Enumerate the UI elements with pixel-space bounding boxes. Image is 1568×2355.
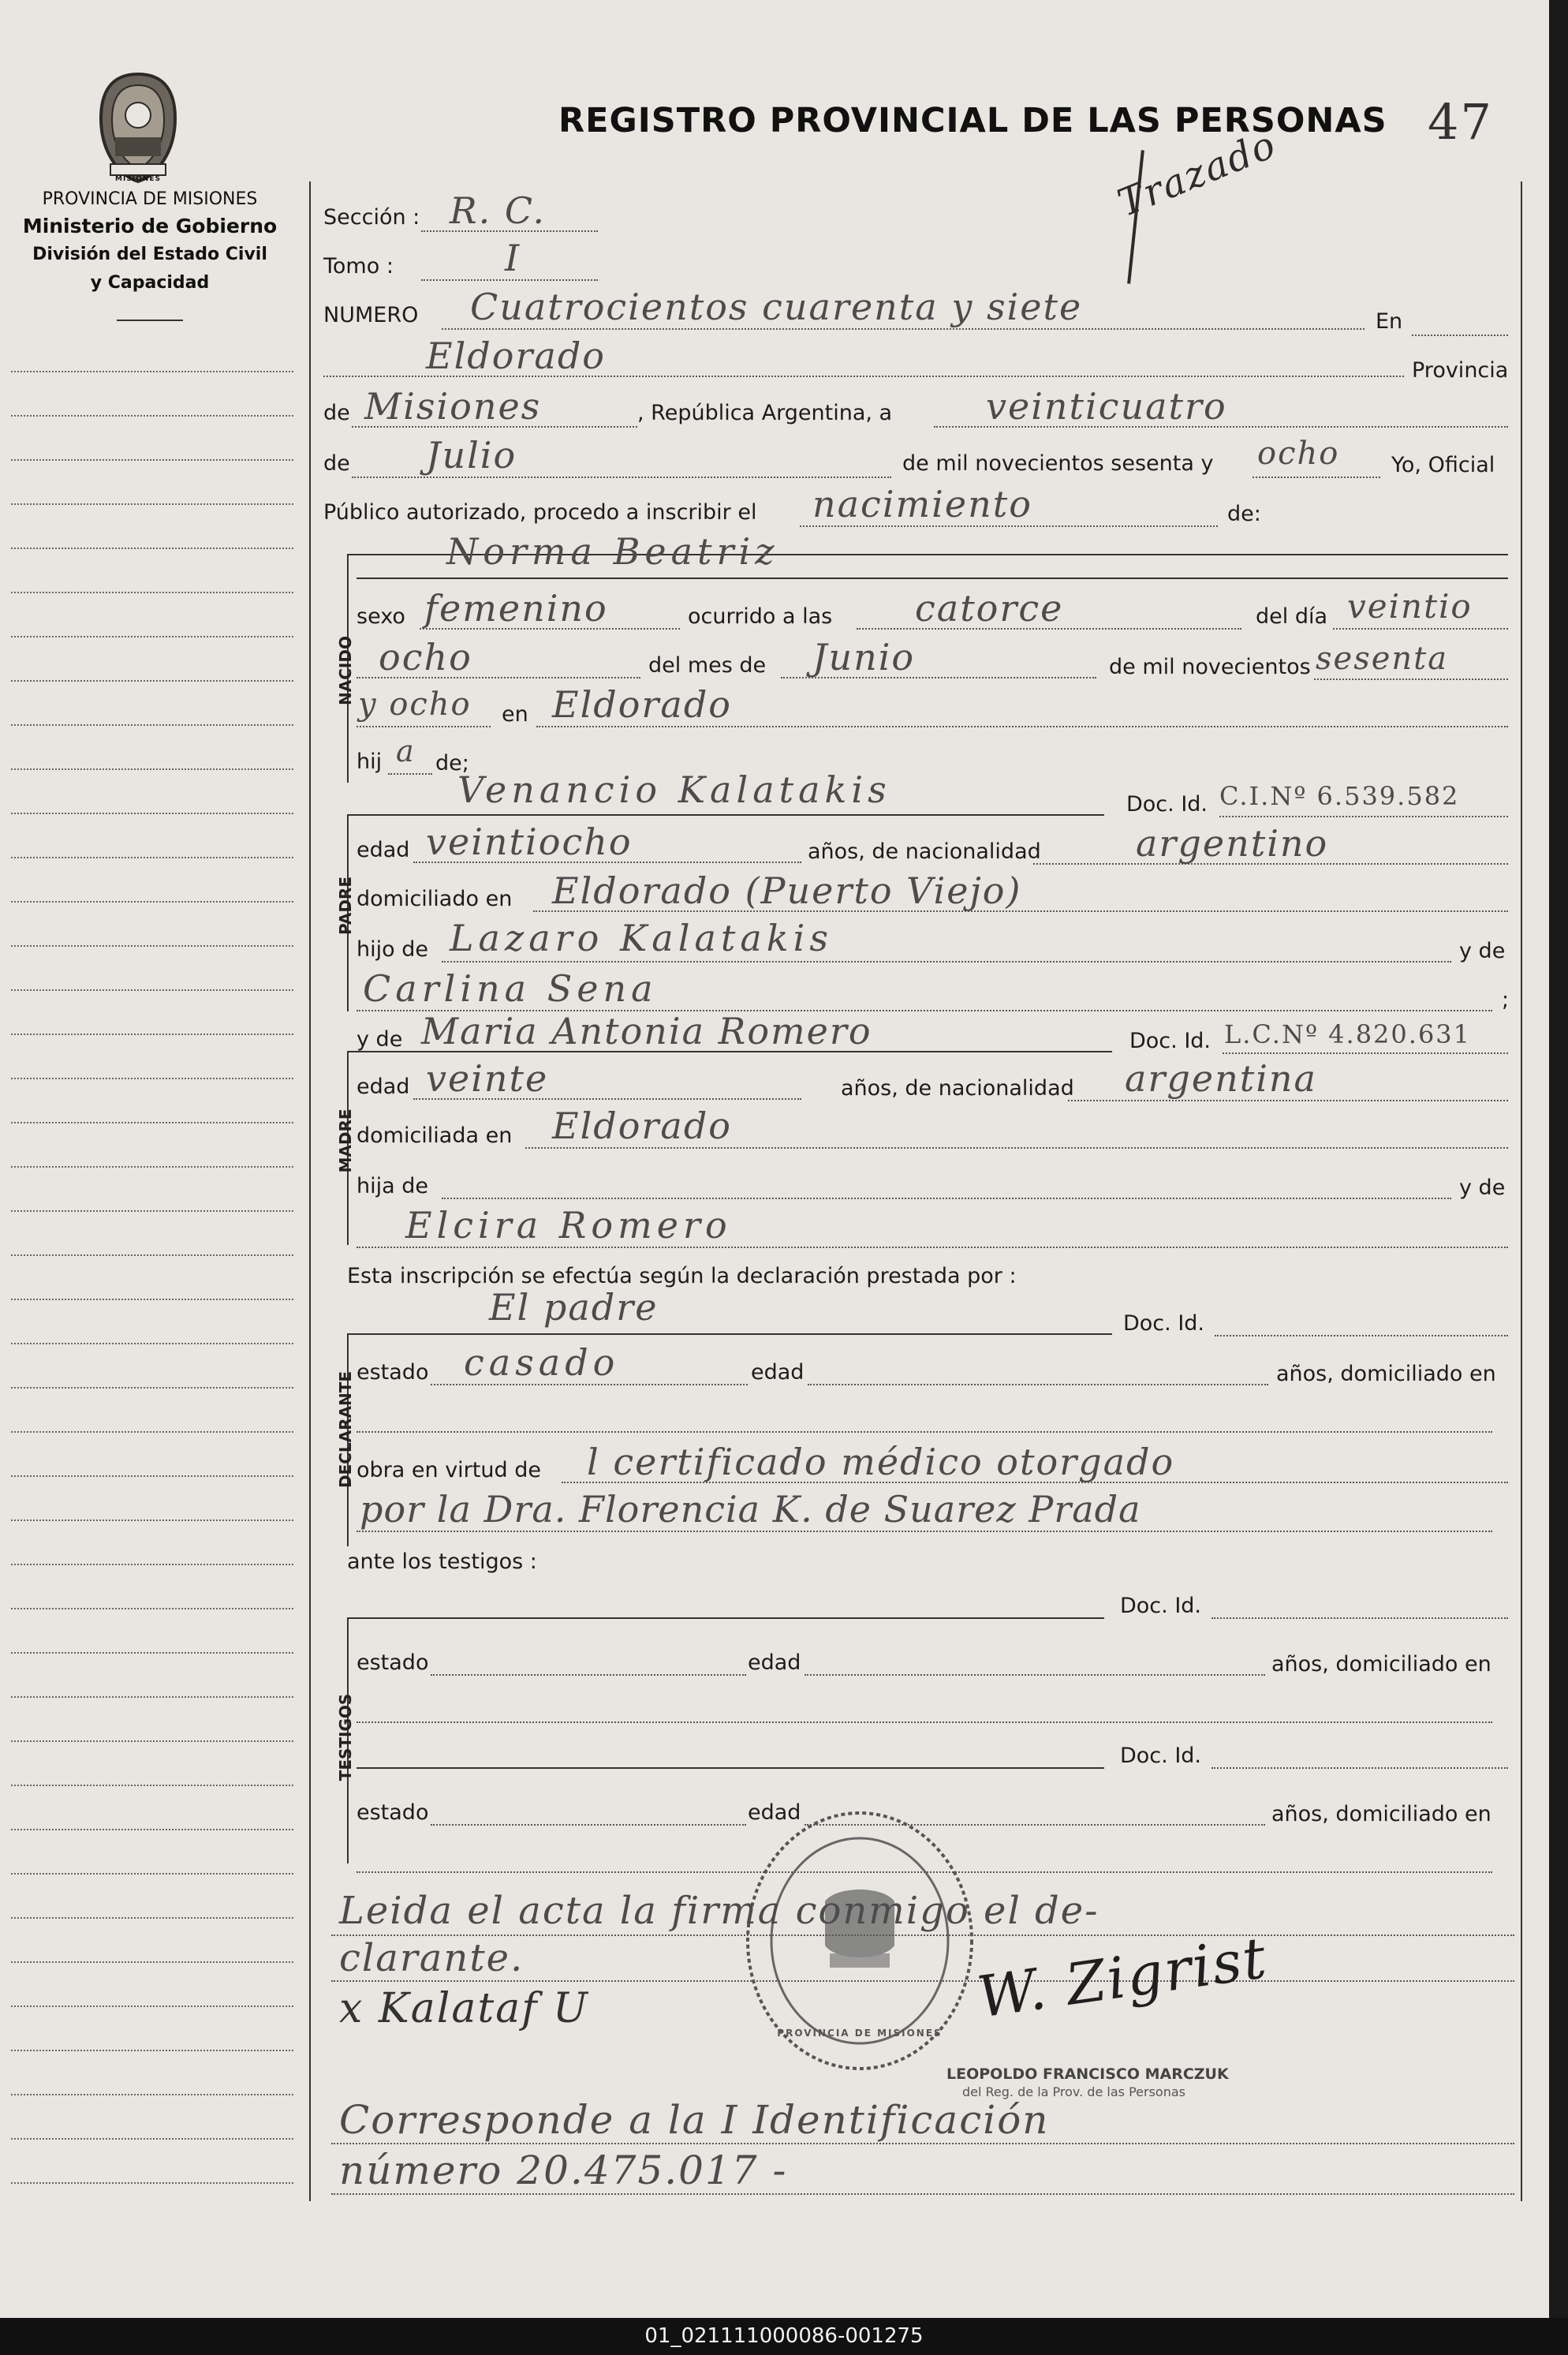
testigos-section-label: TESTIGOS [336,1693,355,1781]
nacido-anio-line [1314,678,1508,680]
ante-testigos-label: ante los testigos : [347,1549,537,1574]
nacido-dia-line [1333,628,1508,630]
institution-line4: y Capacidad [90,273,210,293]
left-margin-rule [11,1299,293,1300]
left-margin-rule [11,1210,293,1212]
left-margin-rule [11,1034,293,1035]
madre-y-de-label-2: y de [1459,1176,1506,1200]
footer-text-line2: número 20.475.017 - [339,2148,788,2193]
nacido-dia-line1: veintio [1347,587,1473,626]
declarant-signature: x Kalataf U [339,1985,589,2032]
left-margin-rule [11,1652,293,1654]
anio-value: ocho [1257,435,1340,472]
madre-top-rule [347,1051,1112,1052]
official-stamp-line2: del Reg. de la Prov. de las Personas [962,2084,1185,2099]
main-right-border [1521,181,1522,2201]
left-margin-rule [11,768,293,770]
nacido-dia-line2: ocho [379,636,472,678]
declarante-domicilio-line [357,1431,1492,1433]
padre-edad-value: veintiocho [426,821,633,863]
left-margin-rule [11,592,293,593]
left-margin-rule [11,1122,293,1123]
madre-edad-value: veinte [426,1057,549,1100]
en-word-label: en [502,702,528,727]
declarante-nombre: El padre [489,1286,659,1329]
hora-value: catorce [915,587,1064,630]
madre-domicilio-label: domiciliada en [357,1123,513,1148]
closing-line-2 [331,1980,1514,1982]
seccion-value: R. C. [450,189,547,232]
obra-virtud-label: obra en virtud de [357,1458,541,1482]
provincia-value: Misiones [364,385,542,428]
en-line [1412,335,1508,336]
declarante-estado-label: estado [357,1360,429,1385]
footer-line-2 [331,2193,1514,2195]
declarante-estado-line [431,1384,748,1385]
institution-underline [117,320,183,321]
official-stamp-line1: LEOPOLDO FRANCISCO MARCZUK [946,2065,1229,2083]
left-margin-rule [11,1785,293,1786]
left-margin-rule [11,1564,293,1565]
left-margin-rule [11,2182,293,2184]
seal-text: MISIONES [115,175,161,183]
numero-label: NUMERO [323,303,419,327]
madre-y-de-label: y de [357,1027,403,1052]
madre-hija-de-value: Elcira Romero [405,1204,732,1247]
madre-hija-de-line [442,1198,1451,1199]
testigo2-doc-label: Doc. Id. [1120,1744,1202,1768]
left-margin-rule [11,1387,293,1389]
padre-domicilio-value: Eldorado (Puerto Viejo) [552,869,1022,912]
hij-label: hij [357,749,383,774]
declarante-doc-line [1215,1335,1508,1336]
madre-nacionalidad-line [1068,1100,1508,1101]
left-margin-rule [11,1166,293,1168]
padre-doc-value: C.I.Nº 6.539.582 [1219,781,1460,811]
padre-hijo-de-line [442,961,1451,963]
nombre-value: Norma Beatriz [446,530,779,573]
mes-line [352,477,891,478]
left-margin-rule [11,1740,293,1742]
left-margin-rule [11,503,293,505]
madre-doc-line [1223,1052,1508,1054]
dia-value: veinticuatro [986,385,1227,428]
left-margin-rule [11,680,293,682]
testigo1-edad-line [805,1674,1265,1676]
testigo2-top-rule [357,1767,1104,1769]
padre-domicilio-label: domiciliado en [357,887,513,911]
de-label-2: de [323,451,350,476]
left-margin-rule [11,1917,293,1919]
left-margin-rule [11,415,293,417]
madre-doc-value: L.C.Nº 4.820.631 [1224,1019,1472,1049]
tomo-label: Tomo : [323,254,394,278]
madre-nacionalidad-value: argentina [1125,1057,1317,1100]
left-margin-rule [11,945,293,947]
testigo1-domiciliado-label: años, domiciliado en [1271,1652,1491,1677]
left-margin-rule [11,1829,293,1830]
left-margin-rule [11,989,293,991]
testigo1-domicilio-line [357,1721,1492,1723]
del-mes-label: del mes de [648,653,767,678]
de-label-1: de [323,401,350,425]
declarante-estado-value: casado [464,1341,620,1384]
footer-line-1 [331,2143,1514,2144]
testigo1-estado-line [431,1674,746,1676]
institution-line1: PROVINCIA DE MISIONES [42,189,258,209]
left-margin-rule [11,901,293,903]
madre-section-label: MADRE [336,1108,355,1173]
left-margin-rule [11,2094,293,2095]
obra-line-2 [357,1531,1492,1532]
left-margin-rule [11,371,293,372]
testigo1-doc-line [1211,1617,1508,1619]
madre-nombre: Maria Antonia Romero [421,1010,872,1052]
left-margin-rule [11,1254,293,1256]
testigo2-edad-label: edad [748,1800,801,1825]
sexo-value: femenino [424,587,608,630]
institution-line3: División del Estado Civil [32,245,267,264]
nacido-anio-line2: y ocho [358,686,472,723]
madre-doc-label: Doc. Id. [1129,1029,1211,1053]
publico-label: Público autorizado, procedo a inscribir el [323,500,757,525]
left-margin-rule [11,1078,293,1079]
en-label: En [1376,309,1403,334]
madre-edad-label: edad [357,1075,410,1099]
padre-doc-label: Doc. Id. [1126,792,1208,817]
tomo-value: I [505,237,521,279]
testigos-top-rule [347,1617,1104,1619]
acto-value: nacimiento [812,483,1032,525]
left-margin-rule [11,1475,293,1477]
tomo-line [421,279,598,281]
declarante-domiciliado-label: años, domiciliado en [1276,1362,1496,1386]
left-margin-rule [11,1608,293,1609]
declarante-top-rule [347,1333,1112,1335]
left-margin-rule [11,636,293,637]
testigo2-doc-line [1211,1767,1508,1769]
padre-y-de-label: y de [1459,939,1506,963]
yo-oficial-label: Yo, Oficial [1391,453,1495,477]
nacido-lugar-value: Eldorado [552,683,732,726]
main-left-border [309,181,311,2201]
mil-novecientos-sesenta-label: de mil novecientos sesenta y [902,451,1214,476]
left-margin-rule [11,813,293,814]
left-margin-rule [11,2005,293,2007]
left-margin-rule [11,1873,293,1875]
nombre-line [357,578,1508,579]
nacido-anio2-line [357,726,491,727]
acto-line [800,525,1218,527]
nacido-section-label: NACIDO [336,636,355,705]
stamp-center-text: PROVINCIA DE MISIONES [777,2028,943,2039]
padre-y-de-value: Carlina Sena [363,967,658,1010]
left-margin-rule [11,857,293,858]
mil-novecientos-label: de mil novecientos [1109,655,1311,679]
madre-y-de-line [357,1247,1508,1248]
obra-value-line1: l certificado médico otorgado [587,1441,1175,1483]
de-colon-label: de: [1227,502,1261,526]
left-margin-rule [11,724,293,726]
left-margin-rule [11,1343,293,1344]
testigo1-estado-label: estado [357,1650,429,1675]
del-dia-label: del día [1256,604,1328,629]
testigo1-doc-label: Doc. Id. [1120,1594,1202,1618]
nacido-anio-line1: sesenta [1316,641,1449,677]
numero-line [442,328,1365,330]
padre-semicolon: ; [1502,988,1510,1012]
madre-hija-de-label: hija de [357,1174,428,1198]
lugar-value: Eldorado [426,335,606,377]
testigo2-estado-line [431,1824,746,1826]
hij-suffix: a [396,734,416,768]
closing-text-line1: Leida el acta la firma conmigo el de- [339,1889,1099,1933]
sexo-label: sexo [357,604,405,629]
padre-top-rule [347,814,1104,816]
numero-value: Cuatrocientos cuarenta y siete [470,286,1083,328]
padre-nacionalidad-label: años, de nacionalidad [808,839,1041,864]
left-margin-rule [11,1961,293,1963]
nacido-lugar-line [536,726,1508,727]
padre-hijo-de-value: Lazaro Kalatakis [450,917,833,959]
padre-edad-label: edad [357,838,410,862]
madre-domicilio-line [525,1147,1508,1149]
official-signature: W. Zigrist [973,1923,1271,2031]
page-number: 47 [1428,93,1493,151]
footer-text-line1: Corresponde a la I Identificación [339,2097,1050,2143]
nacido-mes-value: Junio [812,636,916,678]
left-margin-rule [11,2050,293,2051]
anio-line [1253,477,1380,478]
mes-value: Julio [426,434,517,477]
padre-nacionalidad-value: argentino [1136,822,1329,865]
provincia-label: Provincia [1412,358,1509,383]
esta-inscripcion-label: Esta inscripción se efectúa según la declaración prestada por : [347,1264,1017,1288]
declarante-section-label: DECLARANTE [336,1370,355,1489]
hij-line [388,773,432,775]
republica-label: , República Argentina, a [637,401,893,425]
seccion-label: Sección : [323,205,420,230]
madre-nacionalidad-label: años, de nacionalidad [841,1076,1074,1101]
declarante-doc-label: Doc. Id. [1123,1311,1205,1336]
page-title: REGISTRO PROVINCIAL DE LAS PERSONAS [558,101,1387,140]
left-margin-rule [11,1520,293,1521]
left-margin-rule [11,2138,293,2140]
margin-signature: Trazado [1111,121,1283,226]
ocurrido-label: ocurrido a las [688,604,833,629]
left-margin-rule [11,459,293,461]
de-semicolon-label: de; [435,751,469,776]
padre-section-label: PADRE [336,877,355,935]
left-margin-rule [11,548,293,549]
obra-value-line2: por la Dra. Florencia K. de Suarez Prada [360,1488,1141,1531]
image-caption: 01_021111000086-001275 [0,2318,1568,2355]
testigo1-edad-label: edad [748,1650,801,1675]
closing-text-line2: clarante. [339,1936,525,1980]
padre-hijo-de-label: hijo de [357,937,428,962]
testigo2-estado-label: estado [357,1800,429,1825]
institution-line2: Ministerio de Gobierno [22,215,278,237]
testigo2-domiciliado-label: años, domiciliado en [1271,1802,1491,1826]
madre-domicilio-value: Eldorado [552,1105,732,1147]
padre-doc-line [1219,816,1508,817]
left-margin-rule [11,1431,293,1433]
padre-nombre: Venancio Kalatakis [457,768,891,811]
coat-of-arms-icon [95,69,181,186]
left-margin-rule [11,1696,293,1698]
declarante-edad-label: edad [751,1360,805,1385]
declarante-edad-line [808,1384,1268,1385]
